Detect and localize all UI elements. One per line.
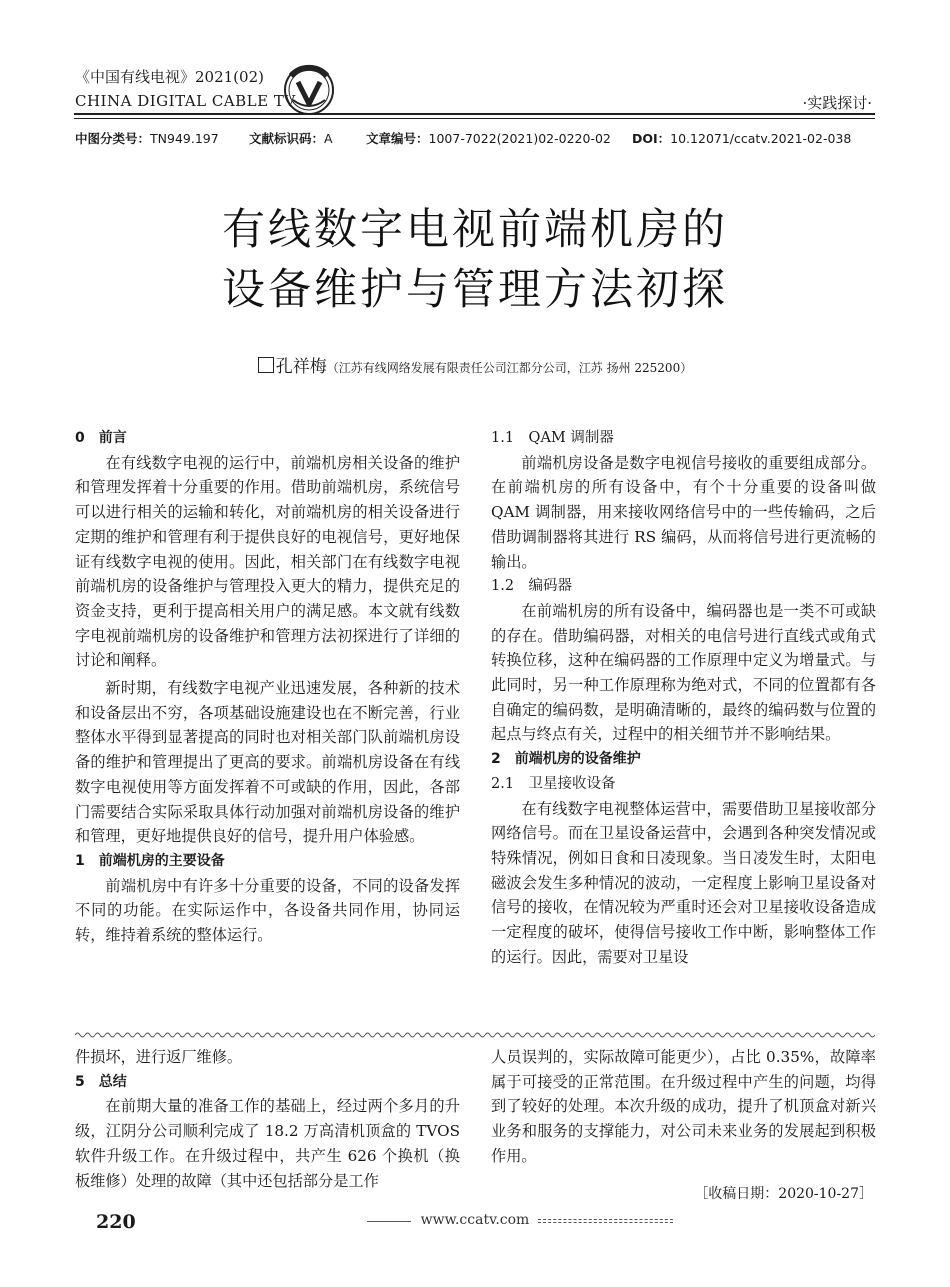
footer-rule bbox=[538, 1219, 673, 1220]
paragraph: 前端机房中有许多十分重要的设备，不同的设备发挥不同的功能。在实际运作中，各设备共同作用，协同运转，维持着系统的整体运行。 bbox=[75, 876, 460, 945]
paragraph: 在有线数字电视的运行中，前端机房相关设备的维护和管理发挥着十分重要的作用。借助前端机房，系统信号可以进行相关的运输和转化，对前端机房的相关设备进行定期的维护和管理有利于提供良好的电视信号，更好地保证有线数字电视的使用。因此，相关部门在有线数字电视前端机房的设备维护与管理投入更大的精力，提供充足的资金支持，更利于提高相关用户的满足感。本文就有线数字电视前端机房的设备维护和管理方法初探进行了详细的讨论和阐释。 bbox=[75, 453, 460, 670]
right-column bbox=[491, 426, 876, 969]
paragraph: 前端机房设备是数字电视信号接收的重要组成部分。在前端机房的所有设备中，有个十分重要的设备叫做 QAM 调制器，用来接收网络信号中的一些传输码，之后借助调制器将其进行 RS 编码，从而将信号进行更流畅的输出。 bbox=[491, 453, 876, 571]
journal-name-en: CHINA DIGITAL CABLE TV bbox=[75, 92, 296, 110]
article-title-line-2: 设备维护与管理方法初探 bbox=[222, 265, 728, 315]
footer-url: www.ccatv.com bbox=[420, 1212, 530, 1228]
subsection-heading: 1.1 QAM 调制器 bbox=[491, 430, 614, 446]
left-column bbox=[75, 426, 460, 948]
article-title-line-1: 有线数字电视前端机房的 bbox=[222, 205, 728, 255]
author-name: 孔祥梅 bbox=[275, 357, 327, 377]
bottom-right-column bbox=[491, 1045, 876, 1169]
journal-logo bbox=[283, 64, 335, 116]
received-date: ［收稿日期：2020-10-27］ bbox=[694, 1186, 873, 1202]
document-code: 文献标识码：A bbox=[249, 131, 333, 146]
section-tag: ·实践探讨· bbox=[802, 94, 872, 112]
paragraph: 在有线数字电视整体运营中，需要借助卫星接收部分网络信号。而在卫星设备运营中，会遇到各种突发情况或特殊情况，例如日食和日凌现象。当日凌发生时，太阳电磁波会发生多种情况的波动，一定程度上影响卫星设备对信号的接收，在情况较为严重时还会对卫星接收设备造成一定程度的破坏，使得信号接收工作中断，影响整体工作的运行。因此，需要对卫星设 bbox=[491, 799, 876, 966]
subsection-heading: 2.1 卫星接收设备 bbox=[491, 775, 616, 792]
author-affiliation: （江苏有线网络发展有限责任公司江都分公司，江苏 扬州 225200） bbox=[326, 361, 693, 375]
page-number: 220 bbox=[96, 1211, 136, 1233]
article-number: 文章编号：1007-7022(2021)02-0220-02 bbox=[366, 131, 611, 146]
journal-name-cn: 《中国有线电视》2021(02) bbox=[75, 68, 264, 86]
author-line bbox=[0, 352, 950, 377]
paragraph: 件损坏，进行返厂维修。 bbox=[75, 1048, 243, 1066]
paragraph: 在前端机房的所有设备中，编码器也是一类不可或缺的存在。借助编码器，对相关的电信号进行直线式或角式转换位移，这种在编码器的工作原理中定义为增量式。与此同时，另一种工作原理称为绝对式，不同的位置都有各自确定的编码数，是明确清晰的，最终的编码数与位置的起点与终点有关，过程中的相关细节并不影响结果。 bbox=[491, 601, 876, 744]
clc-number: 中图分类号：TN949.197 bbox=[75, 131, 219, 146]
paragraph: 在前期大量的准备工作的基础上，经过两个多月的升级，江阴分公司顺利完成了 18.2 万高清机顶盒的 TVOS 软件升级工作。在升级过程中，共产生 626 个换机（换板维修）处理的故障（其中还包括部分是工作 bbox=[75, 1097, 460, 1190]
footer-rule bbox=[538, 1222, 673, 1223]
section-heading: 2 前端机房的设备维护 bbox=[491, 751, 641, 768]
author-box-icon bbox=[258, 357, 274, 373]
doi: DOI：10.12071/ccatv.2021-02-038 bbox=[632, 131, 852, 146]
section-heading: 1 前端机房的主要设备 bbox=[75, 852, 225, 869]
header-rule bbox=[74, 113, 875, 115]
paragraph: 人员误判的，实际故障可能更少），占比 0.35%，故障率属于可接受的正常范围。在升级过程中产生的问题，均得到了较好的处理。本次升级的成功，提升了机顶盒对新兴业务和服务的支撑能力，对公司未来业务的发展起到积极作用。 bbox=[491, 1048, 876, 1165]
section-heading: 0 前言 bbox=[75, 430, 127, 446]
header-rule-thin bbox=[74, 118, 875, 119]
paragraph: 新时期，有线数字电视产业迅速发展，各种新的技术和设备层出不穷，各项基础设施建设也在不断完善，行业整体水平得到显著提高的同时也对相关部门队前端机房设备的维护和管理提出了更高的要求。前端机房设备在有线数字电视使用等方面发挥着不可或缺的作用，因此，各部门需要结合实际采取具体行动加强对前端机房设备的维护和管理，更好地提供良好的信号，提升用户体验感。 bbox=[75, 679, 460, 846]
section-heading: 5 总结 bbox=[75, 1073, 127, 1090]
bottom-left-column bbox=[75, 1045, 460, 1193]
subsection-heading: 1.2 编码器 bbox=[491, 578, 573, 595]
article-separator bbox=[75, 1030, 875, 1040]
